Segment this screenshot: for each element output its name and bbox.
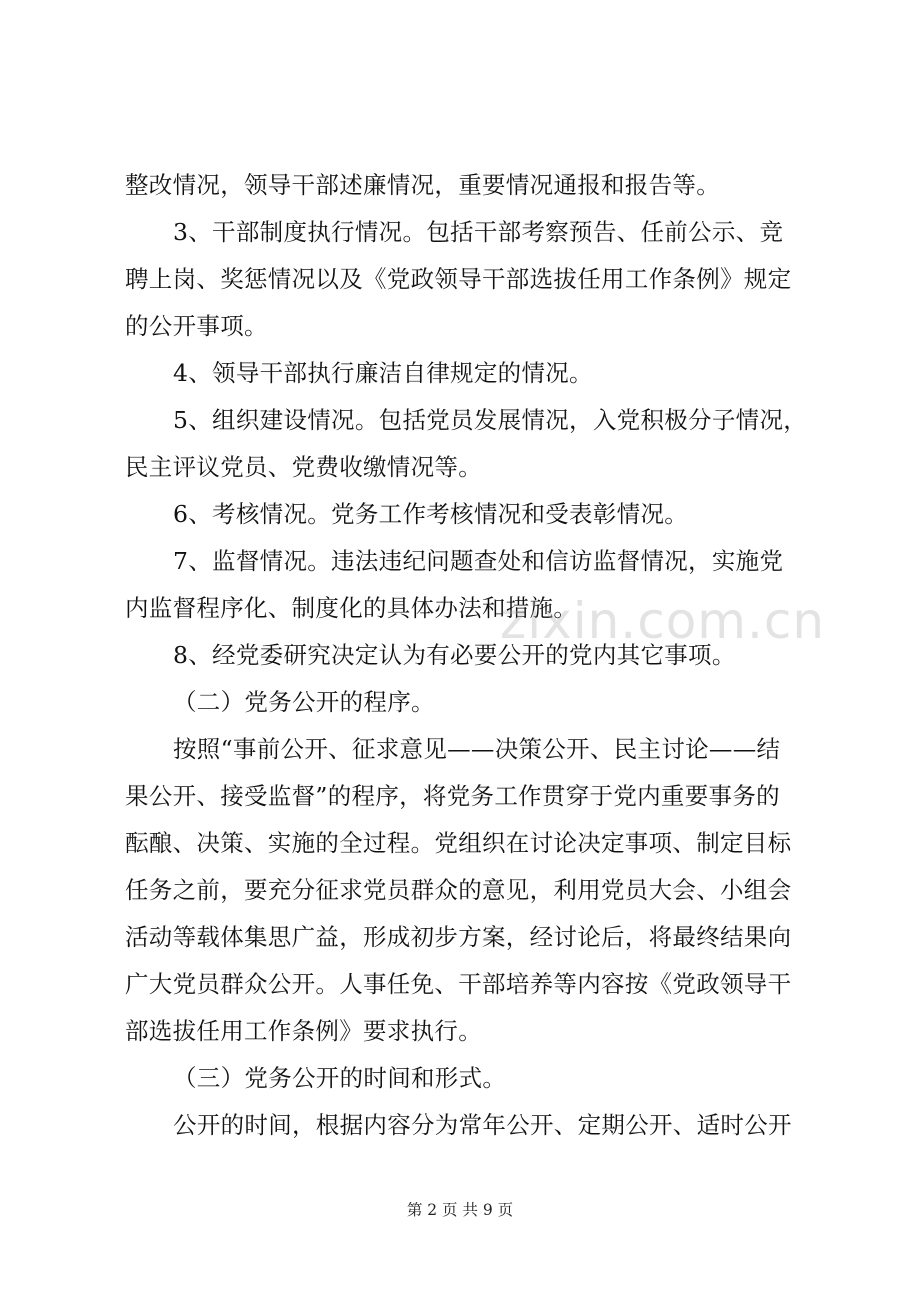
text-line: 的公开事项。 bbox=[125, 312, 268, 340]
text-line: 聘上岗、奖惩情况以及《党政领导干部选拔任用工作条例》规定 bbox=[125, 265, 792, 293]
text-line: 整改情况，领导干部述廉情况，重要情况通报和报告等。 bbox=[125, 171, 720, 199]
text-line: 果公开、接受监督”的程序，将党务工作贯穿于党内重要事务的 bbox=[125, 782, 780, 810]
text-line: 民主评议党员、党费收缴情况等。 bbox=[125, 453, 482, 481]
page-footer: 第 2 页 共 9 页 bbox=[406, 1201, 514, 1219]
text-line: 活动等载体集思广益，形成初步方案，经讨论后，将最终结果向 bbox=[125, 923, 792, 951]
document-body bbox=[125, 162, 808, 1149]
text-line: 7、监督情况。违法违纪问题查处和信访监督情况，实施党 bbox=[173, 547, 784, 575]
text-line: 6、考核情况。党务工作考核情况和受表彰情况。 bbox=[173, 500, 689, 528]
text-line: 部选拔任用工作条例》要求执行。 bbox=[125, 1017, 482, 1045]
text-line: 按照“事前公开、征求意见——决策公开、民主讨论——结 bbox=[173, 735, 781, 763]
section-heading: （三）党务公开的时间和形式。 bbox=[173, 1064, 507, 1092]
text-line: 任务之前，要充分征求党员群众的意见，利用党员大会、小组会 bbox=[125, 876, 792, 904]
watermark: zixin.com.cn bbox=[500, 592, 826, 650]
text-line: 广大党员群众公开。人事任免、干部培养等内容按《党政领导干 bbox=[125, 970, 792, 998]
text-line: 公开的时间，根据内容分为常年公开、定期公开、适时公开 bbox=[173, 1111, 792, 1139]
text-line: 酝酿、决策、实施的全过程。党组织在讨论决定事项、制定目标 bbox=[125, 829, 792, 857]
text-line: 4、领导干部执行廉洁自律规定的情况。 bbox=[173, 359, 593, 387]
section-heading: （二）党务公开的程序。 bbox=[173, 688, 435, 716]
text-line: 8、经党委研究决定认为有必要公开的党内其它事项。 bbox=[173, 641, 736, 669]
text-line: 5、组织建设情况。包括党员发展情况，入党积极分子情况， bbox=[173, 406, 808, 434]
text-line: 内监督程序化、制度化的具体办法和措施。 bbox=[125, 594, 578, 622]
text-line: 3、干部制度执行情况。包括干部考察预告、任前公示、竞 bbox=[173, 218, 784, 246]
